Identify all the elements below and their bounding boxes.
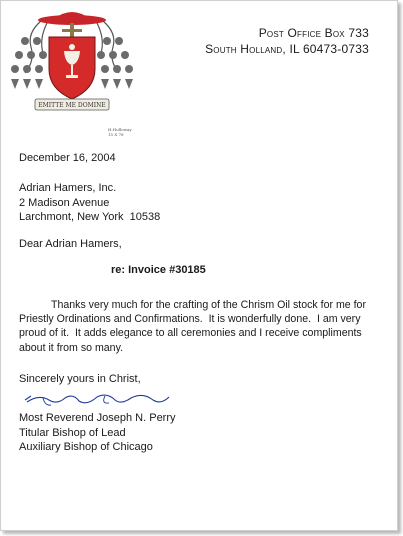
galero-hat-crown [54,12,90,19]
signer-title-2: Auxiliary Bishop of Chicago [19,441,153,454]
recipient-address [19,181,160,225]
subject-line: re: Invoice #30185 [111,264,206,276]
handwritten-signature [21,388,173,410]
address-line-1: Post Office Box 733 [258,26,369,40]
letterhead-address [205,25,369,57]
recipient-street: 2 Madison Avenue [19,196,110,209]
salutation: Dear Adrian Hamers, [19,238,122,250]
recipient-name: Adrian Hamers, Inc. [19,182,117,194]
signature-block [19,411,176,455]
letter-body: Thanks very much for the crafting of the Chrism Oil stock for me for Priestly Ordinations and Confirmations. It is wonderfully done. I am very proud of it. It adds elegance to all ceremonies and I receive compliments about it from so many. [19,299,369,354]
coat-of-arms-crest [7,7,137,115]
motto-text: EMITTE ME DOMINE [38,102,106,109]
closing: Sincerely yours in Christ, [19,373,141,385]
signer-title-1: Titular Bishop of Lead [19,426,126,439]
address-line-2: South Holland, IL 60473-0733 [205,42,369,56]
artist-mark: H.Holloway 15 X 78 [108,127,132,137]
signer-name: Most Reverend Joseph N. Perry [19,412,176,424]
recipient-city: Larchmont, New York 10538 [19,211,161,224]
letter-date: December 16, 2004 [19,152,116,164]
